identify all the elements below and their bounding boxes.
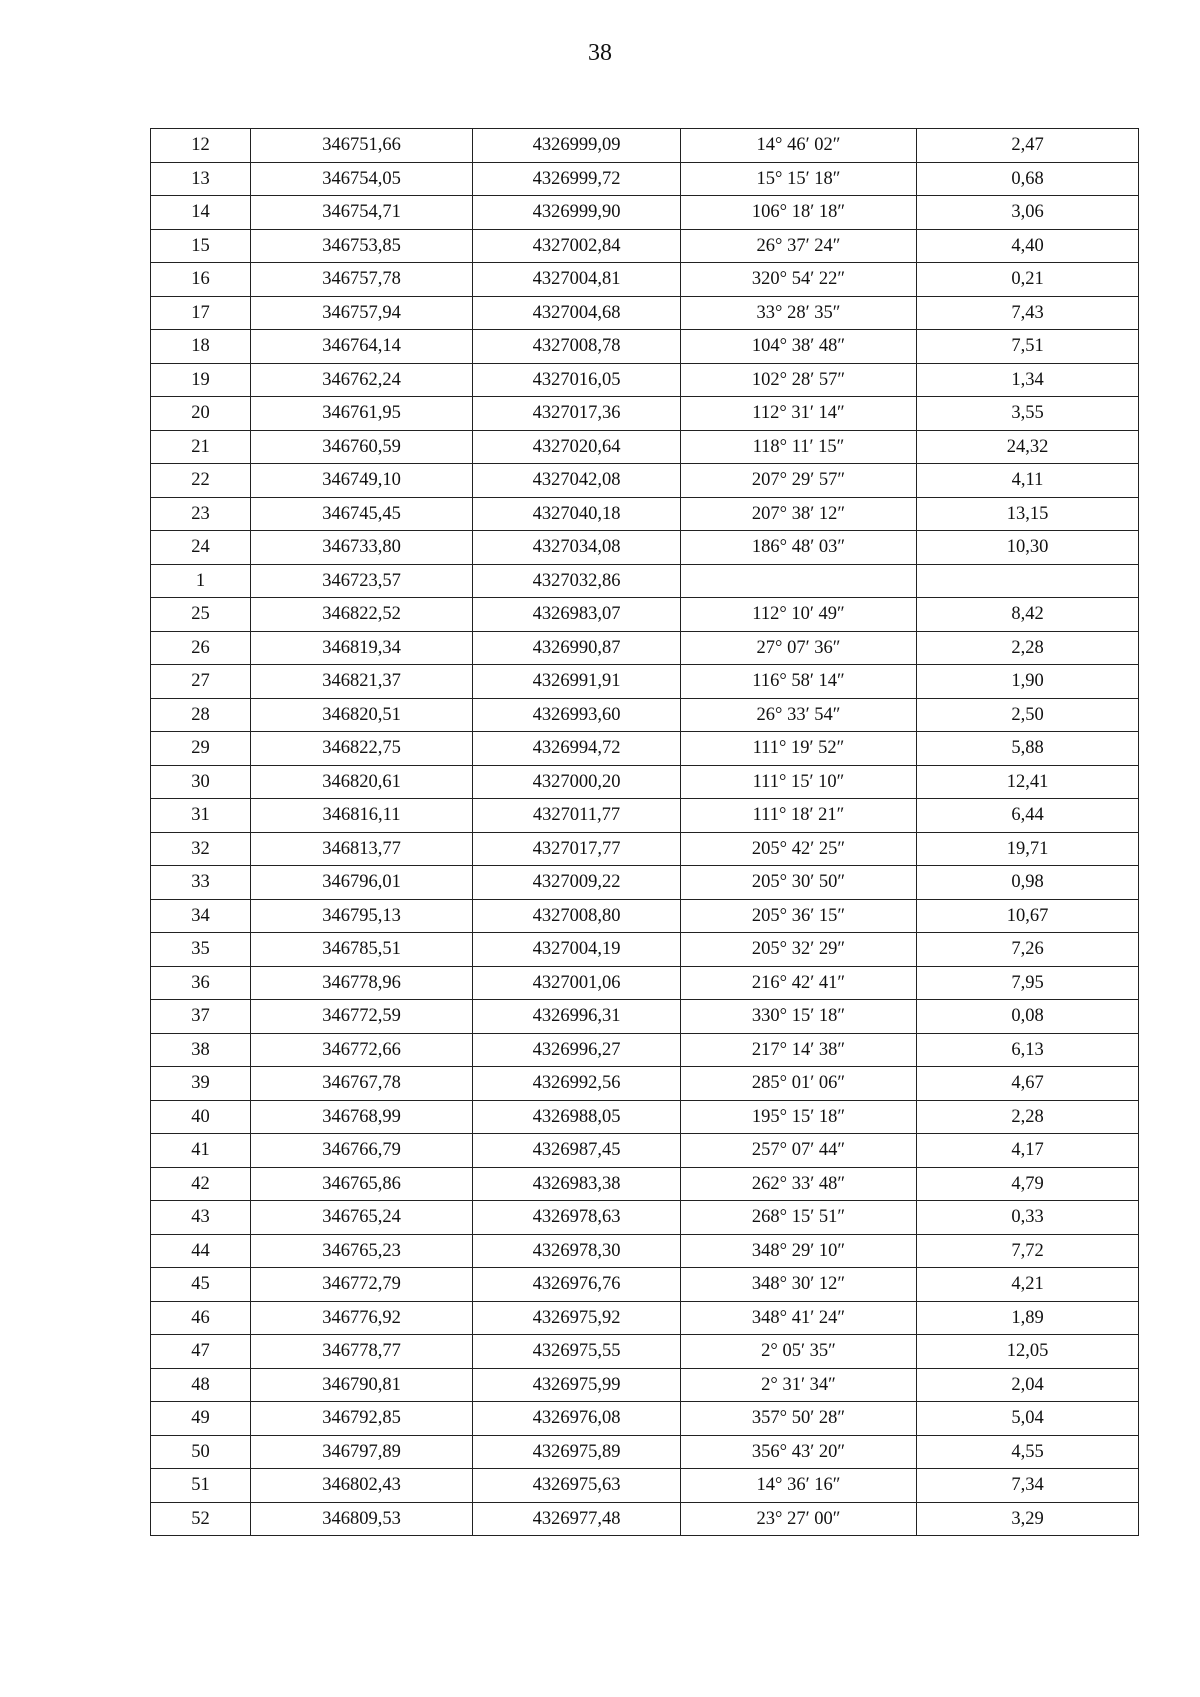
y-coordinate-cell: 4326975,89 <box>473 1435 681 1469</box>
distance-cell: 4,67 <box>917 1067 1139 1101</box>
x-coordinate-cell: 346772,79 <box>251 1268 473 1302</box>
direction-angle-cell: 330° 15′ 18″ <box>681 1000 917 1034</box>
direction-angle-cell: 111° 18′ 21″ <box>681 799 917 833</box>
x-coordinate-cell: 346745,45 <box>251 497 473 531</box>
distance-cell: 7,51 <box>917 330 1139 364</box>
table-row <box>151 631 1139 665</box>
point-number-cell: 33 <box>151 866 251 900</box>
x-coordinate-cell: 346792,85 <box>251 1402 473 1436</box>
point-number-cell: 26 <box>151 631 251 665</box>
y-coordinate-cell: 4326987,45 <box>473 1134 681 1168</box>
direction-angle-cell: 33° 28′ 35″ <box>681 296 917 330</box>
x-coordinate-cell: 346822,75 <box>251 732 473 766</box>
x-coordinate-cell: 346809,53 <box>251 1502 473 1536</box>
distance-cell: 0,98 <box>917 866 1139 900</box>
distance-cell: 6,13 <box>917 1033 1139 1067</box>
table-row <box>151 1234 1139 1268</box>
table-row <box>151 665 1139 699</box>
x-coordinate-cell: 346796,01 <box>251 866 473 900</box>
x-coordinate-cell: 346819,34 <box>251 631 473 665</box>
y-coordinate-cell: 4326975,63 <box>473 1469 681 1503</box>
distance-cell: 4,79 <box>917 1167 1139 1201</box>
y-coordinate-cell: 4326996,27 <box>473 1033 681 1067</box>
point-number-cell: 32 <box>151 832 251 866</box>
table-row <box>151 296 1139 330</box>
point-number-cell: 29 <box>151 732 251 766</box>
distance-cell: 1,34 <box>917 363 1139 397</box>
distance-cell: 19,71 <box>917 832 1139 866</box>
y-coordinate-cell: 4326983,07 <box>473 598 681 632</box>
point-number-cell: 21 <box>151 430 251 464</box>
point-number-cell: 44 <box>151 1234 251 1268</box>
table-row <box>151 1335 1139 1369</box>
distance-cell: 1,90 <box>917 665 1139 699</box>
point-number-cell: 25 <box>151 598 251 632</box>
distance-cell: 0,21 <box>917 263 1139 297</box>
table-row <box>151 1167 1139 1201</box>
y-coordinate-cell: 4326976,76 <box>473 1268 681 1302</box>
x-coordinate-cell: 346754,71 <box>251 196 473 230</box>
direction-angle-cell: 27° 07′ 36″ <box>681 631 917 665</box>
x-coordinate-cell: 346766,79 <box>251 1134 473 1168</box>
x-coordinate-cell: 346753,85 <box>251 229 473 263</box>
distance-cell: 2,47 <box>917 129 1139 163</box>
distance-cell: 7,72 <box>917 1234 1139 1268</box>
coordinates-table-body <box>151 129 1139 1536</box>
distance-cell: 2,28 <box>917 1100 1139 1134</box>
table-row <box>151 866 1139 900</box>
x-coordinate-cell: 346820,51 <box>251 698 473 732</box>
point-number-cell: 46 <box>151 1301 251 1335</box>
y-coordinate-cell: 4326991,91 <box>473 665 681 699</box>
x-coordinate-cell: 346764,14 <box>251 330 473 364</box>
y-coordinate-cell: 4327000,20 <box>473 765 681 799</box>
table-row <box>151 464 1139 498</box>
point-number-cell: 30 <box>151 765 251 799</box>
distance-cell: 10,67 <box>917 899 1139 933</box>
table-row <box>151 1201 1139 1235</box>
distance-cell: 4,40 <box>917 229 1139 263</box>
y-coordinate-cell: 4327032,86 <box>473 564 681 598</box>
y-coordinate-cell: 4326977,48 <box>473 1502 681 1536</box>
y-coordinate-cell: 4327009,22 <box>473 866 681 900</box>
direction-angle-cell: 217° 14′ 38″ <box>681 1033 917 1067</box>
direction-angle-cell: 116° 58′ 14″ <box>681 665 917 699</box>
direction-angle-cell: 15° 15′ 18″ <box>681 162 917 196</box>
y-coordinate-cell: 4327008,78 <box>473 330 681 364</box>
direction-angle-cell: 104° 38′ 48″ <box>681 330 917 364</box>
table-row <box>151 162 1139 196</box>
direction-angle-cell: 207° 38′ 12″ <box>681 497 917 531</box>
x-coordinate-cell: 346778,96 <box>251 966 473 1000</box>
y-coordinate-cell: 4327002,84 <box>473 229 681 263</box>
point-number-cell: 49 <box>151 1402 251 1436</box>
x-coordinate-cell: 346790,81 <box>251 1368 473 1402</box>
direction-angle-cell: 111° 15′ 10″ <box>681 765 917 799</box>
distance-cell: 4,17 <box>917 1134 1139 1168</box>
table-row <box>151 832 1139 866</box>
direction-angle-cell: 348° 41′ 24″ <box>681 1301 917 1335</box>
point-number-cell: 35 <box>151 933 251 967</box>
direction-angle-cell: 320° 54′ 22″ <box>681 263 917 297</box>
direction-angle-cell: 216° 42′ 41″ <box>681 966 917 1000</box>
direction-angle-cell: 14° 36′ 16″ <box>681 1469 917 1503</box>
distance-cell: 24,32 <box>917 430 1139 464</box>
point-number-cell: 12 <box>151 129 251 163</box>
direction-angle-cell: 23° 27′ 00″ <box>681 1502 917 1536</box>
table-row <box>151 1402 1139 1436</box>
y-coordinate-cell: 4327011,77 <box>473 799 681 833</box>
distance-cell <box>917 564 1139 598</box>
table-row <box>151 430 1139 464</box>
y-coordinate-cell: 4326975,92 <box>473 1301 681 1335</box>
y-coordinate-cell: 4327040,18 <box>473 497 681 531</box>
point-number-cell: 50 <box>151 1435 251 1469</box>
direction-angle-cell: 348° 30′ 12″ <box>681 1268 917 1302</box>
table-row <box>151 196 1139 230</box>
y-coordinate-cell: 4326990,87 <box>473 631 681 665</box>
direction-angle-cell: 348° 29′ 10″ <box>681 1234 917 1268</box>
point-number-cell: 20 <box>151 397 251 431</box>
direction-angle-cell: 118° 11′ 15″ <box>681 430 917 464</box>
distance-cell: 13,15 <box>917 497 1139 531</box>
point-number-cell: 19 <box>151 363 251 397</box>
distance-cell: 4,11 <box>917 464 1139 498</box>
point-number-cell: 1 <box>151 564 251 598</box>
x-coordinate-cell: 346757,78 <box>251 263 473 297</box>
point-number-cell: 14 <box>151 196 251 230</box>
direction-angle-cell: 26° 33′ 54″ <box>681 698 917 732</box>
point-number-cell: 39 <box>151 1067 251 1101</box>
direction-angle-cell: 207° 29′ 57″ <box>681 464 917 498</box>
point-number-cell: 24 <box>151 531 251 565</box>
distance-cell: 3,55 <box>917 397 1139 431</box>
x-coordinate-cell: 346822,52 <box>251 598 473 632</box>
distance-cell: 0,08 <box>917 1000 1139 1034</box>
direction-angle-cell: 112° 10′ 49″ <box>681 598 917 632</box>
distance-cell: 2,04 <box>917 1368 1139 1402</box>
x-coordinate-cell: 346733,80 <box>251 531 473 565</box>
y-coordinate-cell: 4327034,08 <box>473 531 681 565</box>
x-coordinate-cell: 346749,10 <box>251 464 473 498</box>
table-row <box>151 1100 1139 1134</box>
direction-angle-cell <box>681 564 917 598</box>
direction-angle-cell: 268° 15′ 51″ <box>681 1201 917 1235</box>
table-row <box>151 1502 1139 1536</box>
distance-cell: 7,34 <box>917 1469 1139 1503</box>
x-coordinate-cell: 346802,43 <box>251 1469 473 1503</box>
direction-angle-cell: 111° 19′ 52″ <box>681 732 917 766</box>
x-coordinate-cell: 346778,77 <box>251 1335 473 1369</box>
y-coordinate-cell: 4327004,81 <box>473 263 681 297</box>
direction-angle-cell: 195° 15′ 18″ <box>681 1100 917 1134</box>
table-row <box>151 564 1139 598</box>
x-coordinate-cell: 346754,05 <box>251 162 473 196</box>
x-coordinate-cell: 346767,78 <box>251 1067 473 1101</box>
table-row <box>151 129 1139 163</box>
point-number-cell: 34 <box>151 899 251 933</box>
direction-angle-cell: 106° 18′ 18″ <box>681 196 917 230</box>
y-coordinate-cell: 4326988,05 <box>473 1100 681 1134</box>
distance-cell: 10,30 <box>917 531 1139 565</box>
y-coordinate-cell: 4326999,09 <box>473 129 681 163</box>
x-coordinate-cell: 346813,77 <box>251 832 473 866</box>
x-coordinate-cell: 346765,86 <box>251 1167 473 1201</box>
table-row <box>151 1268 1139 1302</box>
x-coordinate-cell: 346797,89 <box>251 1435 473 1469</box>
x-coordinate-cell: 346757,94 <box>251 296 473 330</box>
y-coordinate-cell: 4326996,31 <box>473 1000 681 1034</box>
direction-angle-cell: 205° 36′ 15″ <box>681 899 917 933</box>
x-coordinate-cell: 346751,66 <box>251 129 473 163</box>
point-number-cell: 31 <box>151 799 251 833</box>
point-number-cell: 38 <box>151 1033 251 1067</box>
table-row <box>151 497 1139 531</box>
table-row <box>151 1000 1139 1034</box>
distance-cell: 0,68 <box>917 162 1139 196</box>
distance-cell: 5,88 <box>917 732 1139 766</box>
point-number-cell: 22 <box>151 464 251 498</box>
y-coordinate-cell: 4326983,38 <box>473 1167 681 1201</box>
distance-cell: 0,33 <box>917 1201 1139 1235</box>
y-coordinate-cell: 4326994,72 <box>473 732 681 766</box>
direction-angle-cell: 357° 50′ 28″ <box>681 1402 917 1436</box>
point-number-cell: 47 <box>151 1335 251 1369</box>
direction-angle-cell: 14° 46′ 02″ <box>681 129 917 163</box>
y-coordinate-cell: 4326975,99 <box>473 1368 681 1402</box>
distance-cell: 7,95 <box>917 966 1139 1000</box>
direction-angle-cell: 205° 32′ 29″ <box>681 933 917 967</box>
point-number-cell: 36 <box>151 966 251 1000</box>
y-coordinate-cell: 4327001,06 <box>473 966 681 1000</box>
x-coordinate-cell: 346821,37 <box>251 665 473 699</box>
table-row <box>151 732 1139 766</box>
coordinates-table <box>150 128 1139 1536</box>
distance-cell: 4,55 <box>917 1435 1139 1469</box>
y-coordinate-cell: 4327004,68 <box>473 296 681 330</box>
point-number-cell: 37 <box>151 1000 251 1034</box>
table-row <box>151 1067 1139 1101</box>
x-coordinate-cell: 346765,24 <box>251 1201 473 1235</box>
table-row <box>151 397 1139 431</box>
x-coordinate-cell: 346785,51 <box>251 933 473 967</box>
y-coordinate-cell: 4327042,08 <box>473 464 681 498</box>
x-coordinate-cell: 346820,61 <box>251 765 473 799</box>
distance-cell: 3,06 <box>917 196 1139 230</box>
distance-cell: 12,05 <box>917 1335 1139 1369</box>
point-number-cell: 15 <box>151 229 251 263</box>
distance-cell: 1,89 <box>917 1301 1139 1335</box>
direction-angle-cell: 205° 30′ 50″ <box>681 866 917 900</box>
distance-cell: 5,04 <box>917 1402 1139 1436</box>
direction-angle-cell: 186° 48′ 03″ <box>681 531 917 565</box>
y-coordinate-cell: 4326978,30 <box>473 1234 681 1268</box>
x-coordinate-cell: 346772,66 <box>251 1033 473 1067</box>
x-coordinate-cell: 346723,57 <box>251 564 473 598</box>
direction-angle-cell: 205° 42′ 25″ <box>681 832 917 866</box>
y-coordinate-cell: 4326999,90 <box>473 196 681 230</box>
y-coordinate-cell: 4326993,60 <box>473 698 681 732</box>
table-row <box>151 531 1139 565</box>
distance-cell: 2,50 <box>917 698 1139 732</box>
table-row <box>151 598 1139 632</box>
point-number-cell: 27 <box>151 665 251 699</box>
table-row <box>151 765 1139 799</box>
table-row <box>151 933 1139 967</box>
point-number-cell: 41 <box>151 1134 251 1168</box>
direction-angle-cell: 112° 31′ 14″ <box>681 397 917 431</box>
table-row <box>151 330 1139 364</box>
point-number-cell: 16 <box>151 263 251 297</box>
x-coordinate-cell: 346762,24 <box>251 363 473 397</box>
table-row <box>151 229 1139 263</box>
distance-cell: 7,26 <box>917 933 1139 967</box>
table-row <box>151 1134 1139 1168</box>
table-row <box>151 1033 1139 1067</box>
x-coordinate-cell: 346760,59 <box>251 430 473 464</box>
point-number-cell: 23 <box>151 497 251 531</box>
distance-cell: 12,41 <box>917 765 1139 799</box>
table-row <box>151 899 1139 933</box>
distance-cell: 8,42 <box>917 598 1139 632</box>
page-number: 38 <box>588 40 612 66</box>
x-coordinate-cell: 346772,59 <box>251 1000 473 1034</box>
table-row <box>151 1435 1139 1469</box>
distance-cell: 7,43 <box>917 296 1139 330</box>
y-coordinate-cell: 4326976,08 <box>473 1402 681 1436</box>
table-row <box>151 1469 1139 1503</box>
distance-cell: 3,29 <box>917 1502 1139 1536</box>
y-coordinate-cell: 4327020,64 <box>473 430 681 464</box>
direction-angle-cell: 257° 07′ 44″ <box>681 1134 917 1168</box>
point-number-cell: 51 <box>151 1469 251 1503</box>
table-row <box>151 363 1139 397</box>
point-number-cell: 18 <box>151 330 251 364</box>
distance-cell: 4,21 <box>917 1268 1139 1302</box>
point-number-cell: 28 <box>151 698 251 732</box>
x-coordinate-cell: 346765,23 <box>251 1234 473 1268</box>
table-row <box>151 263 1139 297</box>
point-number-cell: 48 <box>151 1368 251 1402</box>
y-coordinate-cell: 4326992,56 <box>473 1067 681 1101</box>
y-coordinate-cell: 4327016,05 <box>473 363 681 397</box>
x-coordinate-cell: 346795,13 <box>251 899 473 933</box>
y-coordinate-cell: 4326999,72 <box>473 162 681 196</box>
point-number-cell: 40 <box>151 1100 251 1134</box>
direction-angle-cell: 2° 31′ 34″ <box>681 1368 917 1402</box>
point-number-cell: 52 <box>151 1502 251 1536</box>
x-coordinate-cell: 346761,95 <box>251 397 473 431</box>
x-coordinate-cell: 346768,99 <box>251 1100 473 1134</box>
direction-angle-cell: 26° 37′ 24″ <box>681 229 917 263</box>
table-row <box>151 966 1139 1000</box>
distance-cell: 2,28 <box>917 631 1139 665</box>
distance-cell: 6,44 <box>917 799 1139 833</box>
y-coordinate-cell: 4327017,36 <box>473 397 681 431</box>
direction-angle-cell: 2° 05′ 35″ <box>681 1335 917 1369</box>
x-coordinate-cell: 346776,92 <box>251 1301 473 1335</box>
y-coordinate-cell: 4327017,77 <box>473 832 681 866</box>
table-row <box>151 799 1139 833</box>
point-number-cell: 43 <box>151 1201 251 1235</box>
point-number-cell: 17 <box>151 296 251 330</box>
table-row <box>151 698 1139 732</box>
direction-angle-cell: 102° 28′ 57″ <box>681 363 917 397</box>
y-coordinate-cell: 4326975,55 <box>473 1335 681 1369</box>
direction-angle-cell: 262° 33′ 48″ <box>681 1167 917 1201</box>
table-row <box>151 1368 1139 1402</box>
point-number-cell: 45 <box>151 1268 251 1302</box>
direction-angle-cell: 285° 01′ 06″ <box>681 1067 917 1101</box>
point-number-cell: 42 <box>151 1167 251 1201</box>
table-row <box>151 1301 1139 1335</box>
y-coordinate-cell: 4326978,63 <box>473 1201 681 1235</box>
direction-angle-cell: 356° 43′ 20″ <box>681 1435 917 1469</box>
point-number-cell: 13 <box>151 162 251 196</box>
y-coordinate-cell: 4327008,80 <box>473 899 681 933</box>
y-coordinate-cell: 4327004,19 <box>473 933 681 967</box>
x-coordinate-cell: 346816,11 <box>251 799 473 833</box>
